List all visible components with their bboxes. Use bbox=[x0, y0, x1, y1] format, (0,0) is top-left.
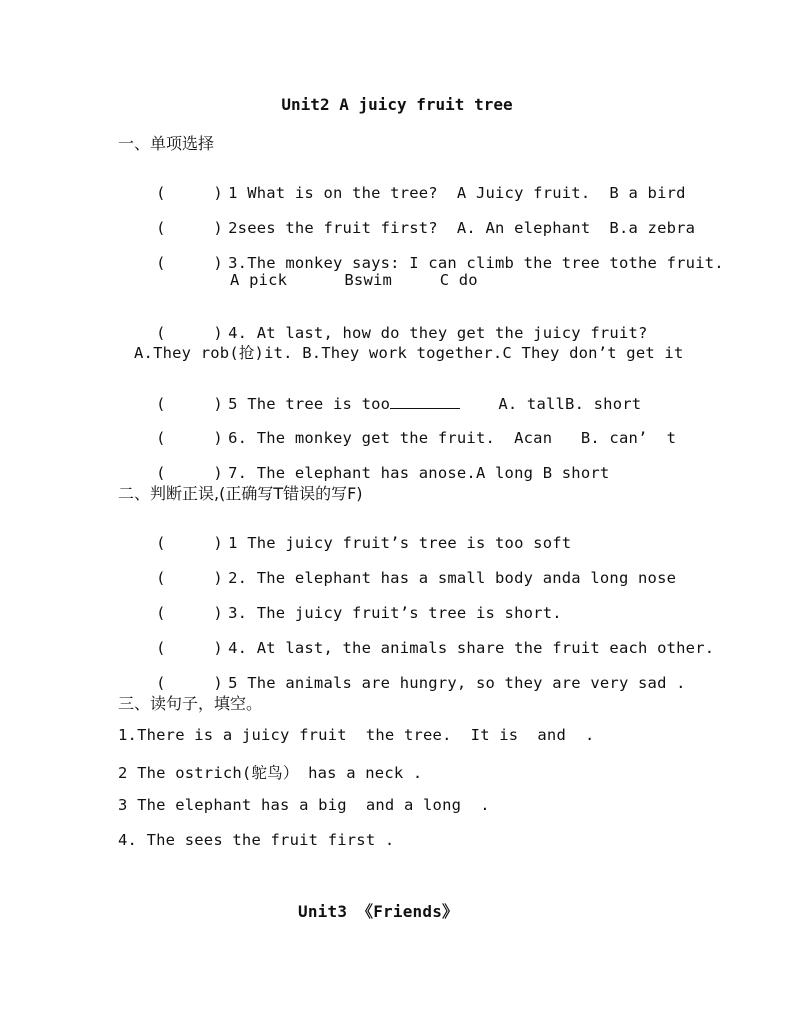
question-text: 6. The monkey get the fruit. Acan B. can’ t bbox=[228, 429, 677, 447]
answer-blank[interactable]: ( ) bbox=[156, 395, 223, 413]
fill-sentence-4: 4. The sees the fruit first . bbox=[118, 831, 395, 849]
statement-text: 2. The elephant has a small body anda long nose bbox=[228, 569, 677, 587]
question-4-options: A.They rob(抢)it. B.They work together.C They don’t get it bbox=[134, 344, 684, 362]
answer-blank[interactable]: ( ) bbox=[156, 674, 223, 692]
statement-text: 1 The juicy fruit’s tree is too soft bbox=[228, 534, 572, 552]
statement-text: 3. The juicy fruit’s tree is short. bbox=[228, 604, 562, 622]
question-text: 2sees the fruit first? A. An elephant B.a zebra bbox=[228, 219, 696, 237]
answer-blank[interactable]: ( ) bbox=[156, 219, 223, 237]
answer-blank[interactable]: ( ) bbox=[156, 464, 223, 482]
answer-blank[interactable]: ( ) bbox=[156, 429, 223, 447]
answer-blank[interactable]: ( ) bbox=[156, 534, 223, 552]
answer-blank[interactable]: ( ) bbox=[156, 184, 223, 202]
fill-in-blank[interactable] bbox=[390, 394, 460, 409]
section3-heading: 三、读句子，填空。 bbox=[118, 694, 263, 713]
unit3-title: Unit3 《Friends》 bbox=[298, 902, 459, 921]
question-text: 4. At last, how do they get the juicy fruit? bbox=[228, 324, 648, 342]
section2-heading: 二、判断正误,(正确写T错误的写F) bbox=[118, 484, 363, 503]
question-text: 1 What is on the tree? A Juicy fruit. B a bird bbox=[228, 184, 686, 202]
statement-text: 5 The animals are hungry, so they are very sad . bbox=[228, 674, 686, 692]
question-3-options: A pick Bswim C do bbox=[230, 271, 478, 289]
question-options: A. tallB. short bbox=[460, 395, 642, 413]
answer-blank[interactable]: ( ) bbox=[156, 324, 223, 342]
fill-sentence-2: 2 The ostrich(鸵鸟） has a neck . bbox=[118, 764, 423, 782]
answer-blank[interactable]: ( ) bbox=[156, 569, 223, 587]
answer-blank[interactable]: ( ) bbox=[156, 254, 223, 272]
question-text: 5 The tree is too bbox=[228, 395, 391, 413]
unit2-title: Unit2 A juicy fruit tree bbox=[281, 95, 513, 114]
fill-sentence-3: 3 The elephant has a big and a long . bbox=[118, 796, 490, 814]
answer-blank[interactable]: ( ) bbox=[156, 639, 223, 657]
section1-heading: 一、单项选择 bbox=[118, 134, 215, 153]
question-text: 7. The elephant has anose.A long B short bbox=[228, 464, 610, 482]
statement-text: 4. At last, the animals share the fruit each other. bbox=[228, 639, 715, 657]
question-text: 3.The monkey says: I can climb the tree tothe fruit. bbox=[228, 254, 724, 272]
fill-sentence-1: 1.There is a juicy fruit the tree. It is and . bbox=[118, 726, 595, 744]
answer-blank[interactable]: ( ) bbox=[156, 604, 223, 622]
